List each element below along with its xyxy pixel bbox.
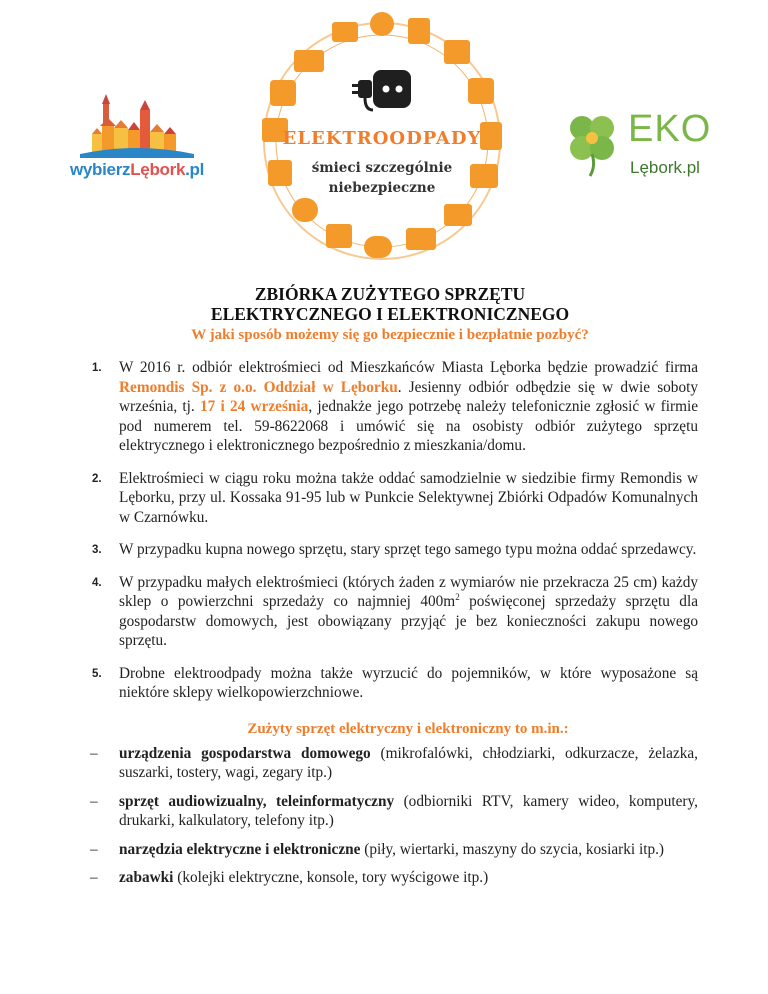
superscript: 2 <box>455 591 460 602</box>
dash-bullet: – <box>90 869 98 886</box>
item-number: 5. <box>92 667 102 680</box>
category-item <box>82 840 698 860</box>
category-examples: (piły, wiertarki, maszyny do szycia, kosiarki itp.) <box>360 840 665 858</box>
logo-wordmark <box>52 160 222 180</box>
page-title <box>82 284 698 324</box>
header <box>0 0 768 282</box>
highlight-company: Remondis Sp. z o.o. Oddział w Lęborku <box>119 378 398 396</box>
item-text: Elektrośmieci w ciągu roku można także oddać samodzielnie w siedzibie firmy Remondis w Lęborku, przy ul. Kossaka 91-95 lub w Punkcie Selektywnej Zbiórki Odpadów Komunalnych w Czarnówku. <box>119 469 698 526</box>
item-text: Drobne elektroodpady można także wyrzucić do pojemników, w które wyposażone są niektóre sklepy wielkopowierzchniowe. <box>119 664 698 701</box>
eko-lebork-logo <box>560 108 730 188</box>
item-text: poświęconej sprzedaży sprzętu dla gospodarstw domowych, jest obowiązany przyjąć je bez konieczności zakupu nowego sprzętu. <box>119 593 698 649</box>
eko-brand-text: EKO <box>628 108 712 150</box>
item-text: W przypadku kupna nowego sprzętu, stary sprzęt tego samego typu można oddać sprzedawcy. <box>119 541 697 558</box>
item-number: 1. <box>92 362 102 374</box>
item-number: 2. <box>92 472 102 485</box>
dash-bullet: – <box>90 840 98 858</box>
category-examples: (odbiorniki RTV, kamery wideo, komputery, drukarki, kalkulatory, telefony itp.) <box>119 792 698 829</box>
emblem-title: ELEKTROODPADY <box>282 128 482 149</box>
main-content <box>82 284 698 897</box>
category-name: sprzęt audiowizualny, teleinformatyczny <box>119 792 395 810</box>
item-text: W 2016 r. odbiór elektrośmieci od Mieszkańców Miasta Lęborka będzie prowadzić firma <box>119 359 698 376</box>
categories-list <box>82 744 698 888</box>
clover-icon <box>560 108 624 178</box>
emblem-subtitle <box>232 158 532 198</box>
list-item <box>82 573 698 651</box>
item-number: 4. <box>92 576 102 589</box>
category-item <box>82 792 698 831</box>
dash-bullet: – <box>90 792 98 810</box>
emblem-subtitle-line1: śmieci szczególnie <box>311 160 453 176</box>
wybierz-lebork-logo <box>52 92 222 192</box>
category-name: urządzenia gospodarstwa domowego <box>119 744 371 762</box>
elektroodpady-emblem <box>232 0 532 282</box>
logo-text-lebork: Lębork <box>130 160 186 179</box>
dash-bullet: – <box>90 744 98 762</box>
list-item <box>82 540 698 560</box>
page-title-line1: ZBIÓRKA ZUŻYTEGO SPRZĘTU <box>254 284 526 304</box>
emblem-subtitle-line2: niebezpieczne <box>328 180 436 196</box>
eko-domain-text: Lębork.pl <box>630 158 700 177</box>
page-subtitle: W jaki sposób możemy się go bezpiecznie i bezpłatnie pozbyć? <box>191 327 589 343</box>
item-text: W przypadku małych elektrośmieci (których żaden z wymiarów nie przekracza 25 cm) każdy sklep o powierzchni sprzedaży co najmniej 400m <box>119 573 698 610</box>
category-name: zabawki <box>119 869 174 886</box>
logo-text-pl: .pl <box>185 160 205 179</box>
category-name: narzędzia elektryczne i elektroniczne <box>119 840 361 858</box>
town-skyline-icon <box>52 92 222 162</box>
list-item <box>82 664 698 703</box>
logo-text-wybierz: wybierz <box>69 160 131 179</box>
item-text: , jednakże jego potrzebę należy telefonicznie zgłosić w firmie pod numerem tel. 59-8622068 i umówić się na osobisty odbiór zużytego sprzętu elektrycznego i elektronicznego bezpośrednio z mieszkania/domu. <box>119 398 699 454</box>
category-item <box>82 868 698 888</box>
list-item <box>82 358 698 456</box>
list-item <box>82 469 698 528</box>
page-title-line2: ELEKTRYCZNEGO I ELEKTRONICZNEGO <box>210 304 570 324</box>
info-points-list <box>82 358 698 703</box>
category-examples: (kolejki elektryczne, konsole, tory wyścigowe itp.) <box>173 869 489 886</box>
item-number: 3. <box>92 544 102 556</box>
category-examples: (mikrofalówki, chłodziarki, odkurzacze, żelazka, suszarki, tostery, wagi, zegary itp.) <box>119 744 698 781</box>
categories-title: Zużyty sprzęt elektryczny i elektroniczny to m.in.: <box>247 720 569 737</box>
highlight-dates: 17 i 24 września <box>199 398 309 415</box>
category-item <box>82 744 698 783</box>
item-text: . Jesienny odbiór odbędzie się w dwie soboty września, tj. <box>119 378 698 415</box>
